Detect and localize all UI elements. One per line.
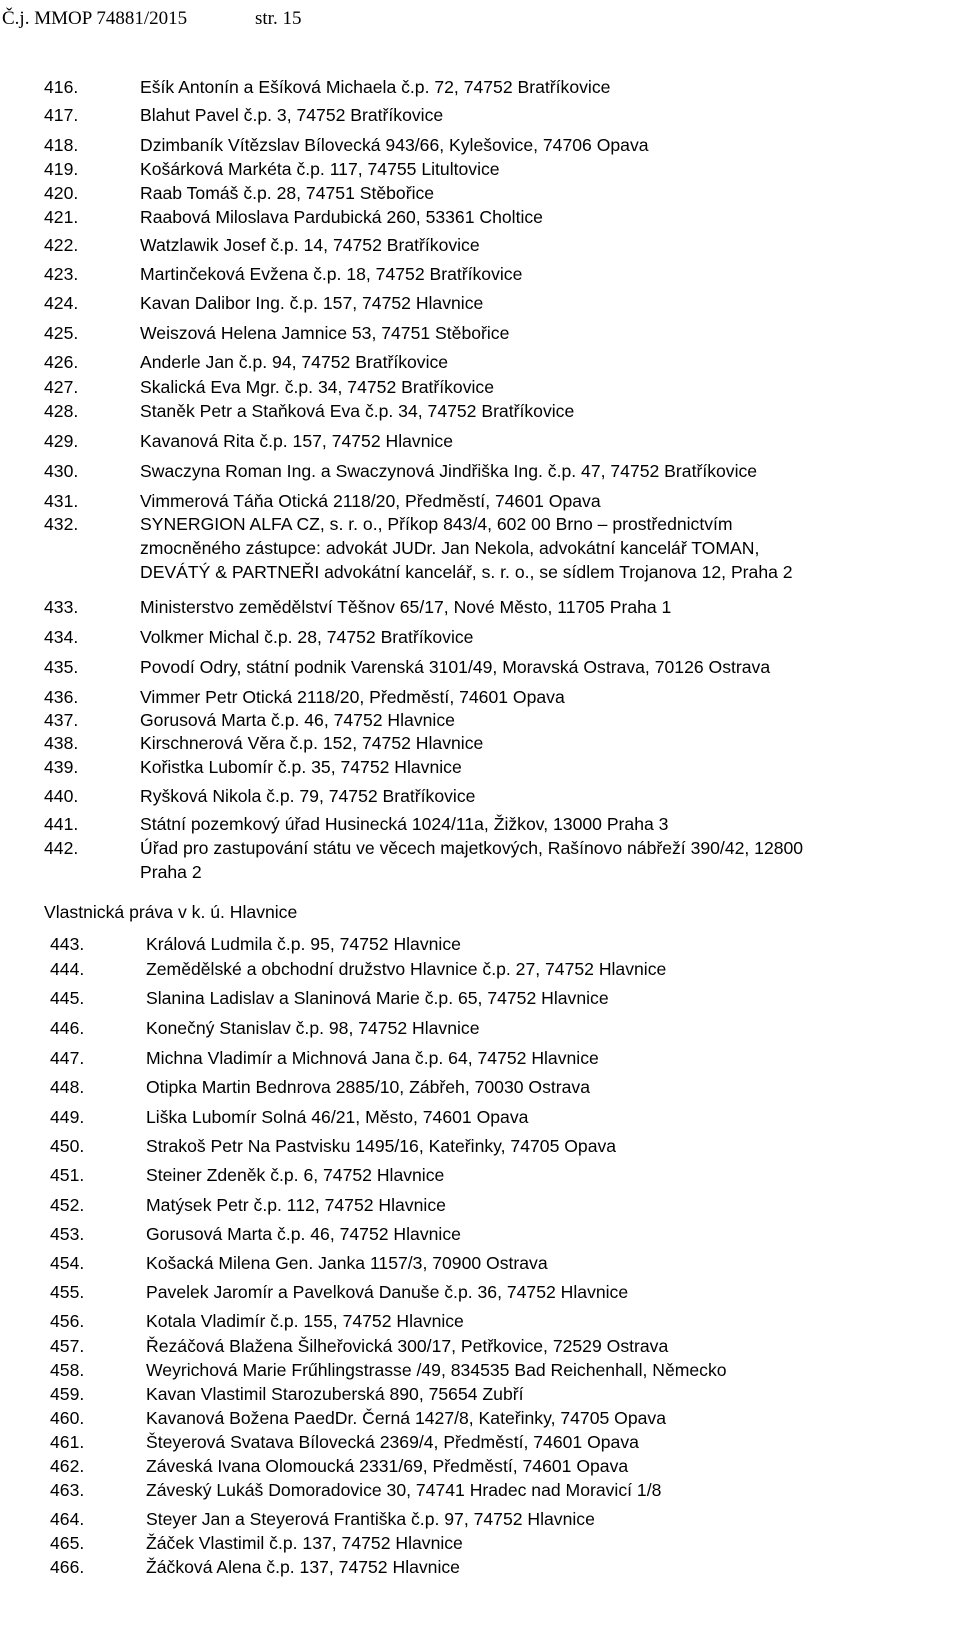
item-number: 461. [50, 1432, 85, 1452]
item-number: 424. [44, 293, 79, 313]
item-number: 437. [44, 710, 79, 730]
item-text: Watzlawik Josef č.p. 14, 74752 Bratříkovice [140, 235, 480, 255]
item-text: Raab Tomáš č.p. 28, 74751 Stěbořice [140, 183, 435, 203]
item-text: Vimmerová Táňa Otická 2118/20, Předměstí, 74601 Opava [140, 491, 601, 511]
item-text: Ministerstvo zemědělství Těšnov 65/17, Nové Město, 11705 Praha 1 [140, 597, 672, 617]
item-text: Liška Lubomír Solná 46/21, Město, 74601 Opava [146, 1107, 529, 1127]
item-number: 444. [50, 959, 85, 979]
item-number: 465. [50, 1533, 85, 1553]
item-number: 443. [50, 934, 85, 954]
item-number: 432. [44, 514, 79, 534]
item-text: Řezáčová Blažena Šilheřovická 300/17, Petřkovice, 72529 Ostrava [146, 1336, 669, 1356]
item-number: 419. [44, 159, 79, 179]
item-text: Záveský Lukáš Domoradovice 30, 74741 Hradec nad Moravicí 1/8 [146, 1480, 662, 1500]
item-text: Skalická Eva Mgr. č.p. 34, 74752 Bratříkovice [140, 377, 494, 397]
item-text: Matýsek Petr č.p. 112, 74752 Hlavnice [146, 1195, 446, 1215]
item-text: Michna Vladimír a Michnová Jana č.p. 64, 74752 Hlavnice [146, 1048, 599, 1068]
item-text: Záveská Ivana Olomoucká 2331/69, Předměstí, 74601 Opava [146, 1456, 629, 1476]
item-number: 442. [44, 838, 79, 858]
item-number: 441. [44, 814, 79, 834]
item-number: 440. [44, 786, 79, 806]
item-number: 436. [44, 687, 79, 707]
item-text: Šteyerová Svatava Bílovecká 2369/4, Předměstí, 74601 Opava [146, 1432, 639, 1452]
item-number: 423. [44, 264, 79, 284]
item-text: Steiner Zdeněk č.p. 6, 74752 Hlavnice [146, 1165, 445, 1185]
item-number: 445. [50, 988, 85, 1008]
item-text: Slanina Ladislav a Slaninová Marie č.p. 65, 74752 Hlavnice [146, 988, 609, 1008]
item-text: Pavelek Jaromír a Pavelková Danuše č.p. 36, 74752 Hlavnice [146, 1282, 629, 1302]
item-text: Úřad pro zastupování státu ve věcech majetkových, Rašínovo nábřeží 390/42, 12800 [140, 838, 804, 858]
item-text: Gorusová Marta č.p. 46, 74752 Hlavnice [140, 710, 455, 730]
item-number: 454. [50, 1253, 85, 1273]
item-number: 438. [44, 733, 79, 753]
item-number: 458. [50, 1360, 85, 1380]
item-text: SYNERGION ALFA CZ, s. r. o., Příkop 843/4, 602 00 Brno – prostřednictvím [140, 514, 733, 534]
item-text: Zemědělské a obchodní družstvo Hlavnice č.p. 27, 74752 Hlavnice [146, 959, 667, 979]
item-text: Anderle Jan č.p. 94, 74752 Bratříkovice [140, 352, 449, 372]
item-number: 433. [44, 597, 79, 617]
item-text: Králová Ludmila č.p. 95, 74752 Hlavnice [146, 934, 461, 954]
item-text: Kavan Dalibor Ing. č.p. 157, 74752 Hlavnice [140, 293, 484, 313]
item-number: 446. [50, 1018, 85, 1038]
item-number: 425. [44, 323, 79, 343]
item-text: Kavan Vlastimil Starozuberská 890, 75654 Zubří [146, 1384, 524, 1404]
item-number: 418. [44, 135, 79, 155]
item-number: 449. [50, 1107, 85, 1127]
item-number: 456. [50, 1311, 85, 1331]
item-number: 460. [50, 1408, 85, 1428]
item-text-continuation: DEVÁTÝ & PARTNEŘI advokátní kancelář, s. r. o., se sídlem Trojanova 12, Praha 2 [140, 562, 793, 582]
item-number: 430. [44, 461, 79, 481]
item-number: 447. [50, 1048, 85, 1068]
item-number: 429. [44, 431, 79, 451]
item-number: 459. [50, 1384, 85, 1404]
item-text: Kavanová Rita č.p. 157, 74752 Hlavnice [140, 431, 453, 451]
item-number: 427. [44, 377, 79, 397]
item-number: 453. [50, 1224, 85, 1244]
item-text: Kirschnerová Věra č.p. 152, 74752 Hlavnice [140, 733, 484, 753]
item-text: Kotala Vladimír č.p. 155, 74752 Hlavnice [146, 1311, 464, 1331]
item-text: Gorusová Marta č.p. 46, 74752 Hlavnice [146, 1224, 461, 1244]
document-reference: Č.j. MMOP 74881/2015 [2, 8, 188, 29]
item-text-continuation: Praha 2 [140, 862, 202, 882]
item-text: Ryšková Nikola č.p. 79, 74752 Bratříkovice [140, 786, 476, 806]
item-text: Blahut Pavel č.p. 3, 74752 Bratříkovice [140, 105, 444, 125]
item-text: Staněk Petr a Staňková Eva č.p. 34, 74752 Bratříkovice [140, 401, 575, 421]
item-number: 464. [50, 1509, 85, 1529]
item-text-continuation: zmocněného zástupce: advokát JUDr. Jan Nekola, advokátní kancelář TOMAN, [140, 538, 760, 558]
item-text: Povodí Odry, státní podnik Varenská 3101/49, Moravská Ostrava, 70126 Ostrava [140, 657, 771, 677]
item-number: 462. [50, 1456, 85, 1476]
item-number: 448. [50, 1077, 85, 1097]
item-text: Konečný Stanislav č.p. 98, 74752 Hlavnice [146, 1018, 480, 1038]
item-number: 428. [44, 401, 79, 421]
item-text: Košacká Milena Gen. Janka 1157/3, 70900 Ostrava [146, 1253, 548, 1273]
item-number: 457. [50, 1336, 85, 1356]
item-number: 455. [50, 1282, 85, 1302]
item-text: Raabová Miloslava Pardubická 260, 53361 Choltice [140, 207, 543, 227]
page-number: str. 15 [255, 8, 302, 29]
item-text: Vimmer Petr Otická 2118/20, Předměstí, 74601 Opava [140, 687, 565, 707]
item-number: 417. [44, 105, 79, 125]
item-number: 422. [44, 235, 79, 255]
item-number: 420. [44, 183, 79, 203]
item-text: Otipka Martin Bednrova 2885/10, Zábřeh, 70030 Ostrava [146, 1077, 591, 1097]
item-number: 450. [50, 1136, 85, 1156]
item-text: Swaczyna Roman Ing. a Swaczynová Jindřiška Ing. č.p. 47, 74752 Bratříkovice [140, 461, 758, 481]
item-text: Košárková Markéta č.p. 117, 74755 Litultovice [140, 159, 500, 179]
item-number: 463. [50, 1480, 85, 1500]
item-text: Weyrichová Marie Frűhlingstrasse /49, 834535 Bad Reichenhall, Německo [146, 1360, 727, 1380]
item-text: Strakoš Petr Na Pastvisku 1495/16, Kateřinky, 74705 Opava [146, 1136, 617, 1156]
item-text: Kavanová Božena PaedDr. Černá 1427/8, Kateřinky, 74705 Opava [146, 1408, 667, 1428]
item-number: 439. [44, 757, 79, 777]
item-text: Žáček Vlastimil č.p. 137, 74752 Hlavnice [146, 1533, 463, 1553]
item-number: 466. [50, 1557, 85, 1577]
item-number: 421. [44, 207, 79, 227]
item-number: 452. [50, 1195, 85, 1215]
section-heading: Vlastnická práva v k. ú. Hlavnice [44, 902, 298, 922]
item-text: Kořistka Lubomír č.p. 35, 74752 Hlavnice [140, 757, 462, 777]
item-number: 435. [44, 657, 79, 677]
item-text: Weiszová Helena Jamnice 53, 74751 Stěbořice [140, 323, 510, 343]
item-text: Státní pozemkový úřad Husinecká 1024/11a, Žižkov, 13000 Praha 3 [140, 814, 669, 834]
item-text: Steyer Jan a Steyerová Františka č.p. 97, 74752 Hlavnice [146, 1509, 595, 1529]
item-text: Volkmer Michal č.p. 28, 74752 Bratříkovice [140, 627, 474, 647]
item-text: Martinčeková Evžena č.p. 18, 74752 Bratříkovice [140, 264, 523, 284]
item-text: Žáčková Alena č.p. 137, 74752 Hlavnice [146, 1557, 460, 1577]
item-number: 426. [44, 352, 79, 372]
item-number: 416. [44, 77, 79, 97]
item-number: 451. [50, 1165, 85, 1185]
item-number: 434. [44, 627, 79, 647]
item-text: Ešík Antonín a Ešíková Michaela č.p. 72, 74752 Bratříkovice [140, 77, 611, 97]
item-text: Dzimbaník Vítězslav Bílovecká 943/66, Kylešovice, 74706 Opava [140, 135, 649, 155]
item-number: 431. [44, 491, 79, 511]
